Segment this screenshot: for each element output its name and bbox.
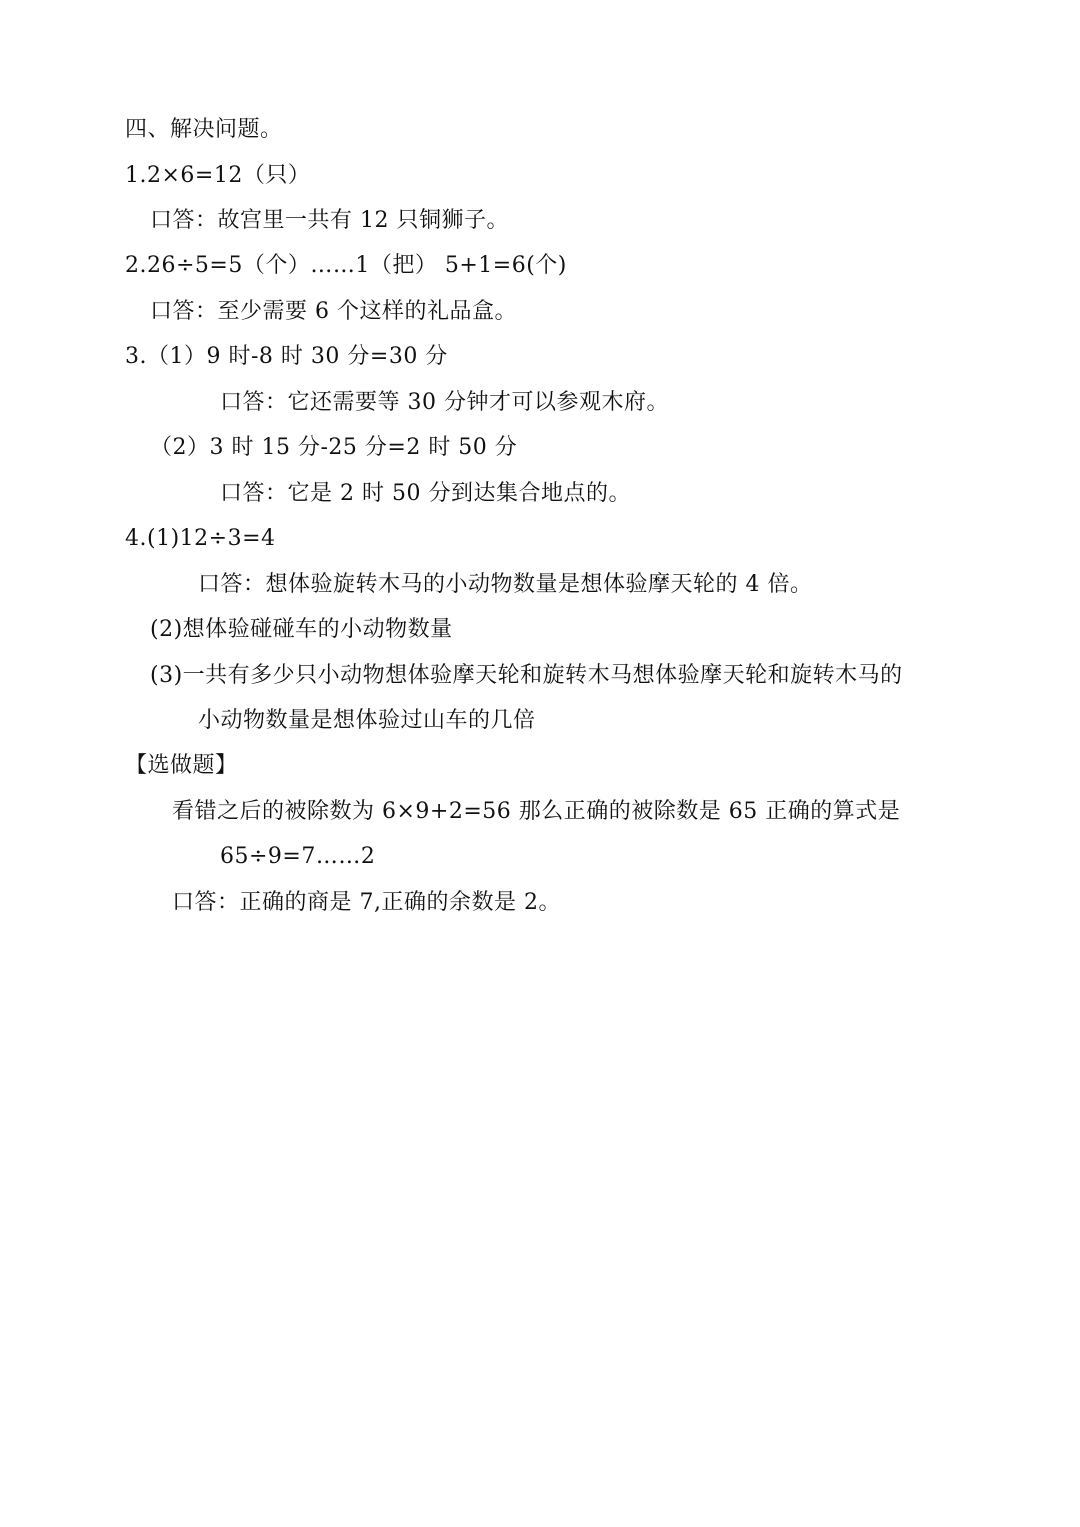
q3-part2-formula: （2）3 时 15 分-25 分=2 时 50 分	[150, 435, 518, 460]
section-title: 四、解决问题。	[125, 117, 283, 142]
optional-title: 【选做题】	[125, 753, 238, 778]
optional-answer: 口答：正确的商是 7,正确的余数是 2。	[172, 890, 561, 915]
q4-part1-answer: 口答：想体验旋转木马的小动物数量是想体验摩天轮的 4 倍。	[198, 572, 813, 597]
q3-part1-answer: 口答：它还需要等 30 分钟才可以参观木府。	[220, 390, 669, 415]
q4-part3-line2: 小动物数量是想体验过山车的几倍	[198, 708, 536, 733]
q4-part2: (2)想体验碰碰车的小动物数量	[150, 617, 453, 642]
optional-line1: 看错之后的被除数为 6×9+2=56 那么正确的被除数是 65 正确的算式是	[172, 799, 901, 824]
q4-part3-line1: (3)一共有多少只小动物想体验摩天轮和旋转木马想体验摩天轮和旋转木马的	[150, 663, 903, 688]
q2-formula: 2.26÷5=5（个）……1（把） 5+1=6(个)	[125, 253, 567, 278]
q3-part2-answer: 口答：它是 2 时 50 分到达集合地点的。	[220, 481, 631, 506]
q2-answer: 口答：至少需要 6 个这样的礼品盒。	[150, 299, 517, 324]
q3-part1-formula: 3.（1）9 时-8 时 30 分=30 分	[125, 344, 448, 369]
q1-answer: 口答：故宫里一共有 12 只铜狮子。	[150, 208, 509, 233]
optional-line2: 65÷9=7……2	[220, 844, 376, 869]
q1-formula: 1.2×6=12（只）	[125, 163, 311, 188]
q4-part1-formula: 4.(1)12÷3=4	[125, 526, 276, 551]
